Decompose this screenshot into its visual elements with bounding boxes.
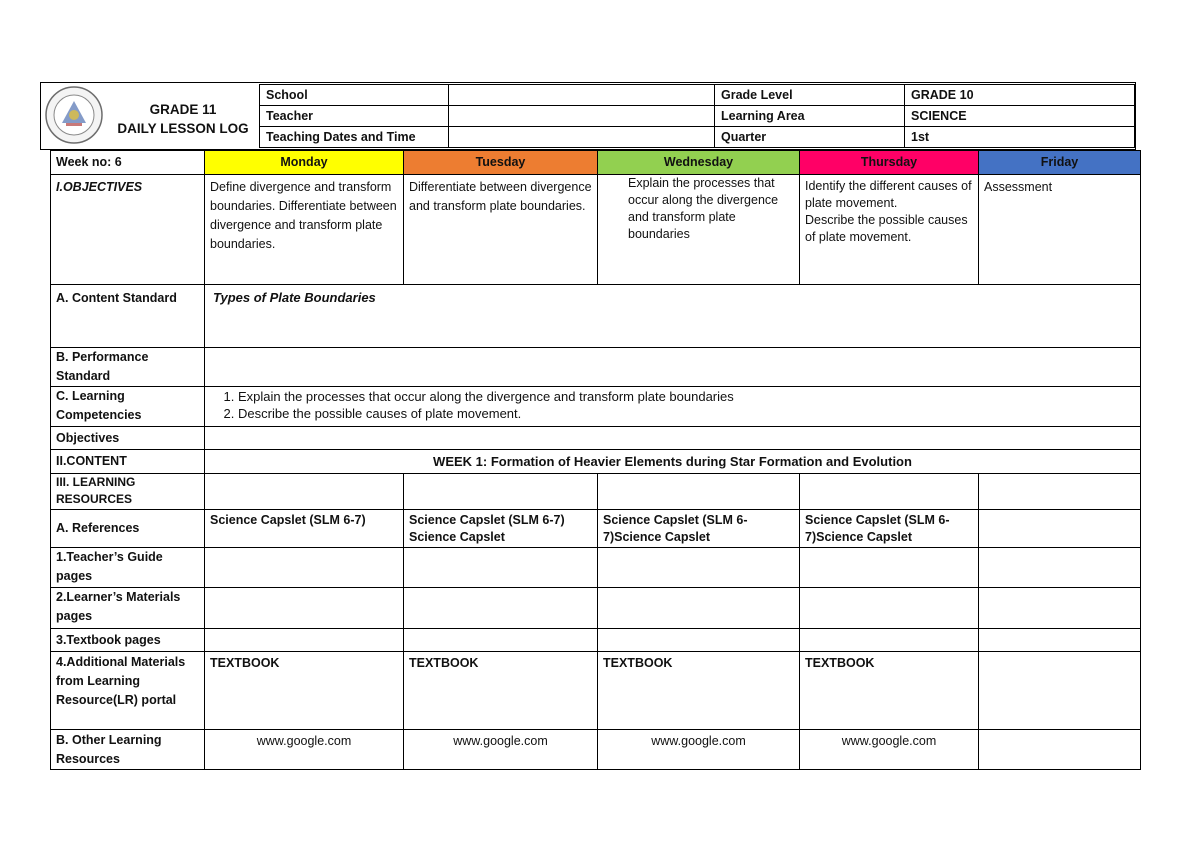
- learners-materials-label: 2.Learner’s Materials pages: [51, 588, 205, 629]
- grade-level-value: GRADE 10: [905, 85, 1135, 106]
- performance-standard-row: [51, 348, 1141, 387]
- school-label: School: [260, 85, 449, 106]
- content-label: II.CONTENT: [51, 450, 205, 474]
- days-header-row: [51, 151, 1141, 175]
- references-friday: [979, 510, 1141, 548]
- objective-thursday-2: Describe the possible causes of plate movement.: [805, 213, 968, 244]
- textbook-pages-wednesday: [598, 629, 800, 652]
- quarter-label: Quarter: [715, 127, 905, 148]
- additional-materials-monday: TEXTBOOK: [205, 652, 404, 730]
- day-header-friday: Friday: [979, 151, 1141, 175]
- objectives-row-label: Objectives: [51, 427, 205, 450]
- objective-monday: Define divergence and transform boundaries. Differentiate between divergence and transform plate boundaries.: [205, 175, 404, 285]
- learning-resources-row: [51, 474, 1141, 510]
- other-resources-row: [51, 730, 1141, 770]
- title-grade: GRADE 11: [149, 102, 217, 117]
- textbook-pages-tuesday: [404, 629, 598, 652]
- textbook-pages-friday: [979, 629, 1141, 652]
- additional-materials-thursday: TEXTBOOK: [800, 652, 979, 730]
- learners-materials-friday: [979, 588, 1141, 629]
- header-frame: [40, 82, 1136, 150]
- references-row: [51, 510, 1141, 548]
- learning-competencies-list: [205, 387, 1141, 427]
- references-tuesday: Science Capslet (SLM 6-7) Science Capslet: [404, 510, 598, 548]
- other-resources-monday[interactable]: www.google.com: [205, 730, 404, 770]
- lesson-log-table: [50, 150, 1141, 770]
- additional-materials-wednesday: TEXTBOOK: [598, 652, 800, 730]
- week-label: Week no: 6: [51, 151, 205, 175]
- day-header-thursday: Thursday: [800, 151, 979, 175]
- objective-tuesday: Differentiate between divergence and transform plate boundaries.: [404, 175, 598, 285]
- textbook-pages-monday: [205, 629, 404, 652]
- references-wednesday: Science Capslet (SLM 6-7)Science Capslet: [598, 510, 800, 548]
- day-header-monday: Monday: [205, 151, 404, 175]
- references-label: A. References: [51, 510, 205, 548]
- content-standard-row: [51, 285, 1141, 348]
- teachers-guide-thursday: [800, 548, 979, 588]
- references-monday: Science Capslet (SLM 6-7): [205, 510, 404, 548]
- learning-resources-label: III. LEARNING RESOURCES: [51, 474, 205, 510]
- grade-level-label: Grade Level: [715, 85, 905, 106]
- competency-item: 1. Explain the processes that occur along the divergence and transform plate boundaries: [238, 388, 1135, 405]
- teachers-guide-label: 1.Teacher’s Guide pages: [51, 548, 205, 588]
- learning-resources-thursday: [800, 474, 979, 510]
- objective-thursday-1: Identify the different causes of plate movement.: [805, 179, 972, 210]
- objective-wednesday: Explain the processes that occur along the divergence and transform plate boundaries: [598, 175, 800, 285]
- references-thursday: Science Capslet (SLM 6-7)Science Capslet: [800, 510, 979, 548]
- additional-materials-friday: [979, 652, 1141, 730]
- content-standard-label: A. Content Standard: [51, 285, 205, 348]
- additional-materials-row: [51, 652, 1141, 730]
- objective-thursday: [800, 175, 979, 285]
- quarter-value: 1st: [905, 127, 1135, 148]
- learning-area-value: SCIENCE: [905, 106, 1135, 127]
- learning-competencies-row: [51, 387, 1141, 427]
- learners-materials-monday: [205, 588, 404, 629]
- title-daily-lesson-log: DAILY LESSON LOG: [117, 121, 249, 136]
- teachers-guide-row: [51, 548, 1141, 588]
- content-value: WEEK 1: Formation of Heavier Elements during Star Formation and Evolution: [205, 450, 1141, 474]
- teachers-guide-tuesday: [404, 548, 598, 588]
- additional-materials-label: 4.Additional Materials from Learning Resource(LR) portal: [51, 652, 205, 730]
- dates-label: Teaching Dates and Time: [260, 127, 449, 148]
- other-resources-label: B. Other Learning Resources: [51, 730, 205, 770]
- teacher-label: Teacher: [260, 106, 449, 127]
- textbook-pages-thursday: [800, 629, 979, 652]
- teachers-guide-friday: [979, 548, 1141, 588]
- textbook-pages-label: 3.Textbook pages: [51, 629, 205, 652]
- content-standard-value: Types of Plate Boundaries: [205, 285, 1141, 348]
- content-row: [51, 450, 1141, 474]
- objectives-row: [51, 175, 1141, 285]
- learners-materials-tuesday: [404, 588, 598, 629]
- learners-materials-row: [51, 588, 1141, 629]
- other-resources-friday: [979, 730, 1141, 770]
- textbook-pages-row: [51, 629, 1141, 652]
- learning-resources-wednesday: [598, 474, 800, 510]
- learners-materials-thursday: [800, 588, 979, 629]
- performance-standard-label: B. Performance Standard: [51, 348, 205, 387]
- objective-friday: Assessment: [979, 175, 1141, 285]
- additional-materials-tuesday: TEXTBOOK: [404, 652, 598, 730]
- learning-resources-friday: [979, 474, 1141, 510]
- learning-resources-monday: [205, 474, 404, 510]
- other-resources-thursday[interactable]: www.google.com: [800, 730, 979, 770]
- teachers-guide-monday: [205, 548, 404, 588]
- day-header-tuesday: Tuesday: [404, 151, 598, 175]
- performance-standard-value: [205, 348, 1141, 387]
- objectives-row-value: [205, 427, 1141, 450]
- other-resources-tuesday[interactable]: www.google.com: [404, 730, 598, 770]
- objectives-label: I.OBJECTIVES: [51, 175, 205, 285]
- competency-item: 2. Describe the possible causes of plate movement.: [238, 405, 1135, 422]
- learning-resources-tuesday: [404, 474, 598, 510]
- learning-competencies-label: C. Learning Competencies: [51, 387, 205, 427]
- day-header-wednesday: Wednesday: [598, 151, 800, 175]
- teachers-guide-wednesday: [598, 548, 800, 588]
- other-resources-wednesday[interactable]: www.google.com: [598, 730, 800, 770]
- learners-materials-wednesday: [598, 588, 800, 629]
- learning-area-label: Learning Area: [715, 106, 905, 127]
- objectives-blank-row: [51, 427, 1141, 450]
